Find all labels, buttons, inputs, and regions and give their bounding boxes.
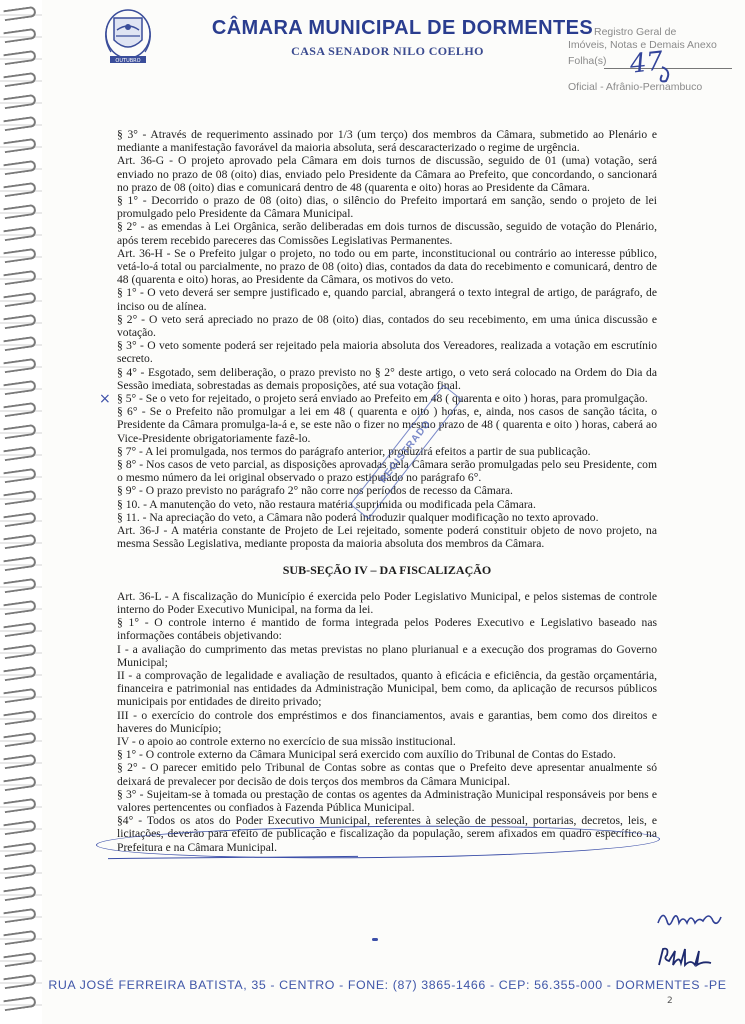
page-corner-mark: 2 (667, 996, 673, 1006)
document-paragraph: § 2° - O veto será apreciado no prazo de 08 (oito) dias, contados do seu recebimento, em uma única discussão e votação. (117, 312, 657, 340)
document-paragraph: II - a comprovação de legalidade e avaliação de resultados, quanto à eficácia e eficiência, da gestão orçamentária, financeira e patrimonial nas entidades da Administração Municipal, bem como, da aplicação de recursos públicos municipais por entidades de direito privado; (117, 668, 657, 709)
document-paragraph: Art. 36-G - O projeto aprovado pela Câmara em dois turnos de discussão, seguido de 01 (uma) votação, será enviado no prazo de 08 (oito) dias, enviado pelo Presidente da Câmara ao Prefeito, que concordando, o sancionará no prazo de 08 (oito) dias e comunicará dentro de 48 (quarenta e oito) horas ao Presidente da Câmara. (117, 154, 657, 194)
document-paragraph: § 3° - Através de requerimento assinado por 1/3 (um terço) dos membros da Câmara, submetido ao Plenário e mediante a manifestação favorável da maioria absoluta, será descaracterizado o regime de urgência. (117, 128, 657, 155)
document-paragraph: Art. 36-L - A fiscalização do Município é exercida pelo Poder Legislativo Municipal, e pelos sistemas de controle interno do Poder Executivo Municipal, na forma da lei. (117, 589, 657, 616)
document-paragraph: § 5° - Se o veto for rejeitado, o projeto será enviado ao Prefeito em 48 ( quarenta e oito ) horas, para promulgação. (117, 392, 648, 406)
handwritten-folio-number (612, 43, 682, 85)
section-heading: SUB-SEÇÃO IV – DA FISCALIZAÇÃO (282, 562, 492, 577)
stamp-line-3: Folha(s) (568, 55, 607, 67)
document-paragraph: § 6° - Se o Prefeito não promulgar a lei em 48 ( quarenta e oito ) horas, e, ainda, nos casos de sanção tácita, o Presidente da Câmara promulga-la-á e, se este não o fizer no mesmo prazo de 48 ( quarenta e oito ) horas, caberá ao Vice-Presidente obrigatoriamente fazê-lo. (117, 405, 657, 445)
diagonal-registered-stamp: REGISTRADO (350, 385, 462, 520)
stamp-line-4: Oficial - Afrânio-Pernambuco (568, 81, 703, 93)
document-paragraph: § 10. - A manutenção do veto, não restaura matéria suprimida ou modificada pela Câmara. (117, 497, 536, 511)
document-paragraph: § 1° - Decorrido o prazo de 08 (oito) dias, o silêncio do Prefeito importará em sanção, sendo o projeto de lei promulgado pelo Presidente da Câmara Municipal. (117, 194, 657, 221)
document-paragraph: § 3° - O veto somente poderá ser rejeitado pela maioria absoluta dos Vereadores, realizada a votação em escrutínio secreto. (117, 339, 657, 366)
stamp-line-1: Registro Geral de (594, 26, 677, 38)
fiscalization-paragraphs (117, 590, 657, 854)
document-paragraph: § 7° - A lei promulgada, nos termos do parágrafo anterior, produzirá efeitos a partir de sua publicação. (117, 444, 591, 458)
chamber-title: CÂMARA MUNICIPAL DE DORMENTES (211, 17, 594, 39)
document-paragraph: § 9° - O prazo previsto no parágrafo 2° não corre nos períodos de recesso da Câmara. (117, 484, 513, 498)
document-paragraph: § 3° - Sujeitam-se à tomada ou prestação de contas os agentes da Administração Municipal responsáveis por bens e valores pertencentes ou confiados à Fazenda Pública Municipal. (117, 787, 657, 814)
document-paragraph: § 4° - Esgotado, sem deliberação, o prazo previsto no § 2° deste artigo, o veto será colocado na Ordem do Dia da Sessão imediata, sobrestadas as demais proposições, até sua votação final. (117, 365, 657, 392)
handwritten-signature (655, 905, 725, 935)
page-footer-address: RUA JOSÉ FERREIRA BATISTA, 35 - CENTRO - FONE: (87) 3865-1466 - CEP: 56.355-000 - DORMENTES -PE (48, 978, 727, 992)
document-paragraph: § 11. - Na apreciação do veto, a Câmara não poderá introduzir qualquer modificação no texto aprovado. (117, 510, 599, 524)
chamber-subtitle: CASA SENADOR NILO COELHO (291, 44, 484, 58)
logo-caption: OUTUBRO (115, 58, 141, 64)
folio-number-text: 47 (628, 46, 665, 80)
document-paragraph: Art. 36-J - A matéria constante de Projeto de Lei rejeitado, somente poderá constituir objeto de novo projeto, na mesma Sessão Legislativa, mediante proposta da maioria absoluta dos membros da Câmara. (117, 524, 657, 551)
handwritten-x-mark: × (99, 391, 111, 407)
document-paragraph: §4° - Todos os atos do Poder Executivo Municipal, referentes à seleção de pessoal, portarias, decretos, leis, e licitações, deverão para efeito de publicação e fiscalização da população, serem afixados em quadro específico na Prefeitura e na Câmara Municipal. (117, 814, 657, 854)
document-paragraph: § 2° - as emendas à Lei Orgânica, serão deliberadas em dois turnos de discussão, seguido de votação do Plenário, após terem recebido pareceres das Comissões Legislativas Permanentes. (117, 220, 657, 247)
document-paragraph: § 1° - O controle interno é mantido de forma integrada pelos Poderes Executivo e Legislativo baseado nas informações contábeis objetivando: (117, 616, 657, 643)
pen-dot (372, 938, 378, 941)
document-paragraph: § 2° - O parecer emitido pelo Tribunal de Contas sobre as contas que o Prefeito deve apresentar anualmente só deixará de prevalecer por decisão de dois terços dos membros da Câmara Municipal. (117, 761, 657, 788)
document-paragraph: III - o exercício do controle dos empréstimos e dos financiamentos, avais e garantias, bem como dos direitos e haveres do Município; (117, 708, 657, 735)
document-paragraph: § 1° - O veto deverá ser sempre justificado e, quando parcial, abrangerá o texto integral de artigo, de parágrafo, de inciso ou de alínea. (117, 286, 657, 313)
stamp-line-2: Imóveis, Notas e Demais Anexo (568, 39, 717, 51)
document-paragraph: IV - o apoio ao controle externo no exercício de sua missão institucional. (117, 734, 456, 748)
document-paragraph: § 8° - Nos casos de veto parcial, as disposições aprovadas pela Câmara serão promulgadas pelo seu Presidente, com o mesmo número da lei original observado o prazo estipulado no parágrafo 6°. (117, 458, 657, 485)
document-paragraph: Art. 36-H - Se o Prefeito julgar o projeto, no todo ou em parte, inconstitucional ou contrário ao interesse público, vetá-lo-á total ou parcialmente, no prazo de 08 (oito) dias, contados da data do recebimento e comunicará, dentro de 48 (quarenta e oito) horas, ao Presidente da Câmara, os motivos do veto. (117, 246, 657, 287)
document-paragraph: I - a avaliação do cumprimento das metas previstas no plano plurianual e a execução dos programas do Governo Municipal; (117, 642, 657, 669)
document-paragraph: § 1° - O controle externo da Câmara Municipal será exercido com auxílio do Tribunal de Contas do Estado. (117, 748, 616, 762)
handwritten-initials (655, 945, 715, 971)
